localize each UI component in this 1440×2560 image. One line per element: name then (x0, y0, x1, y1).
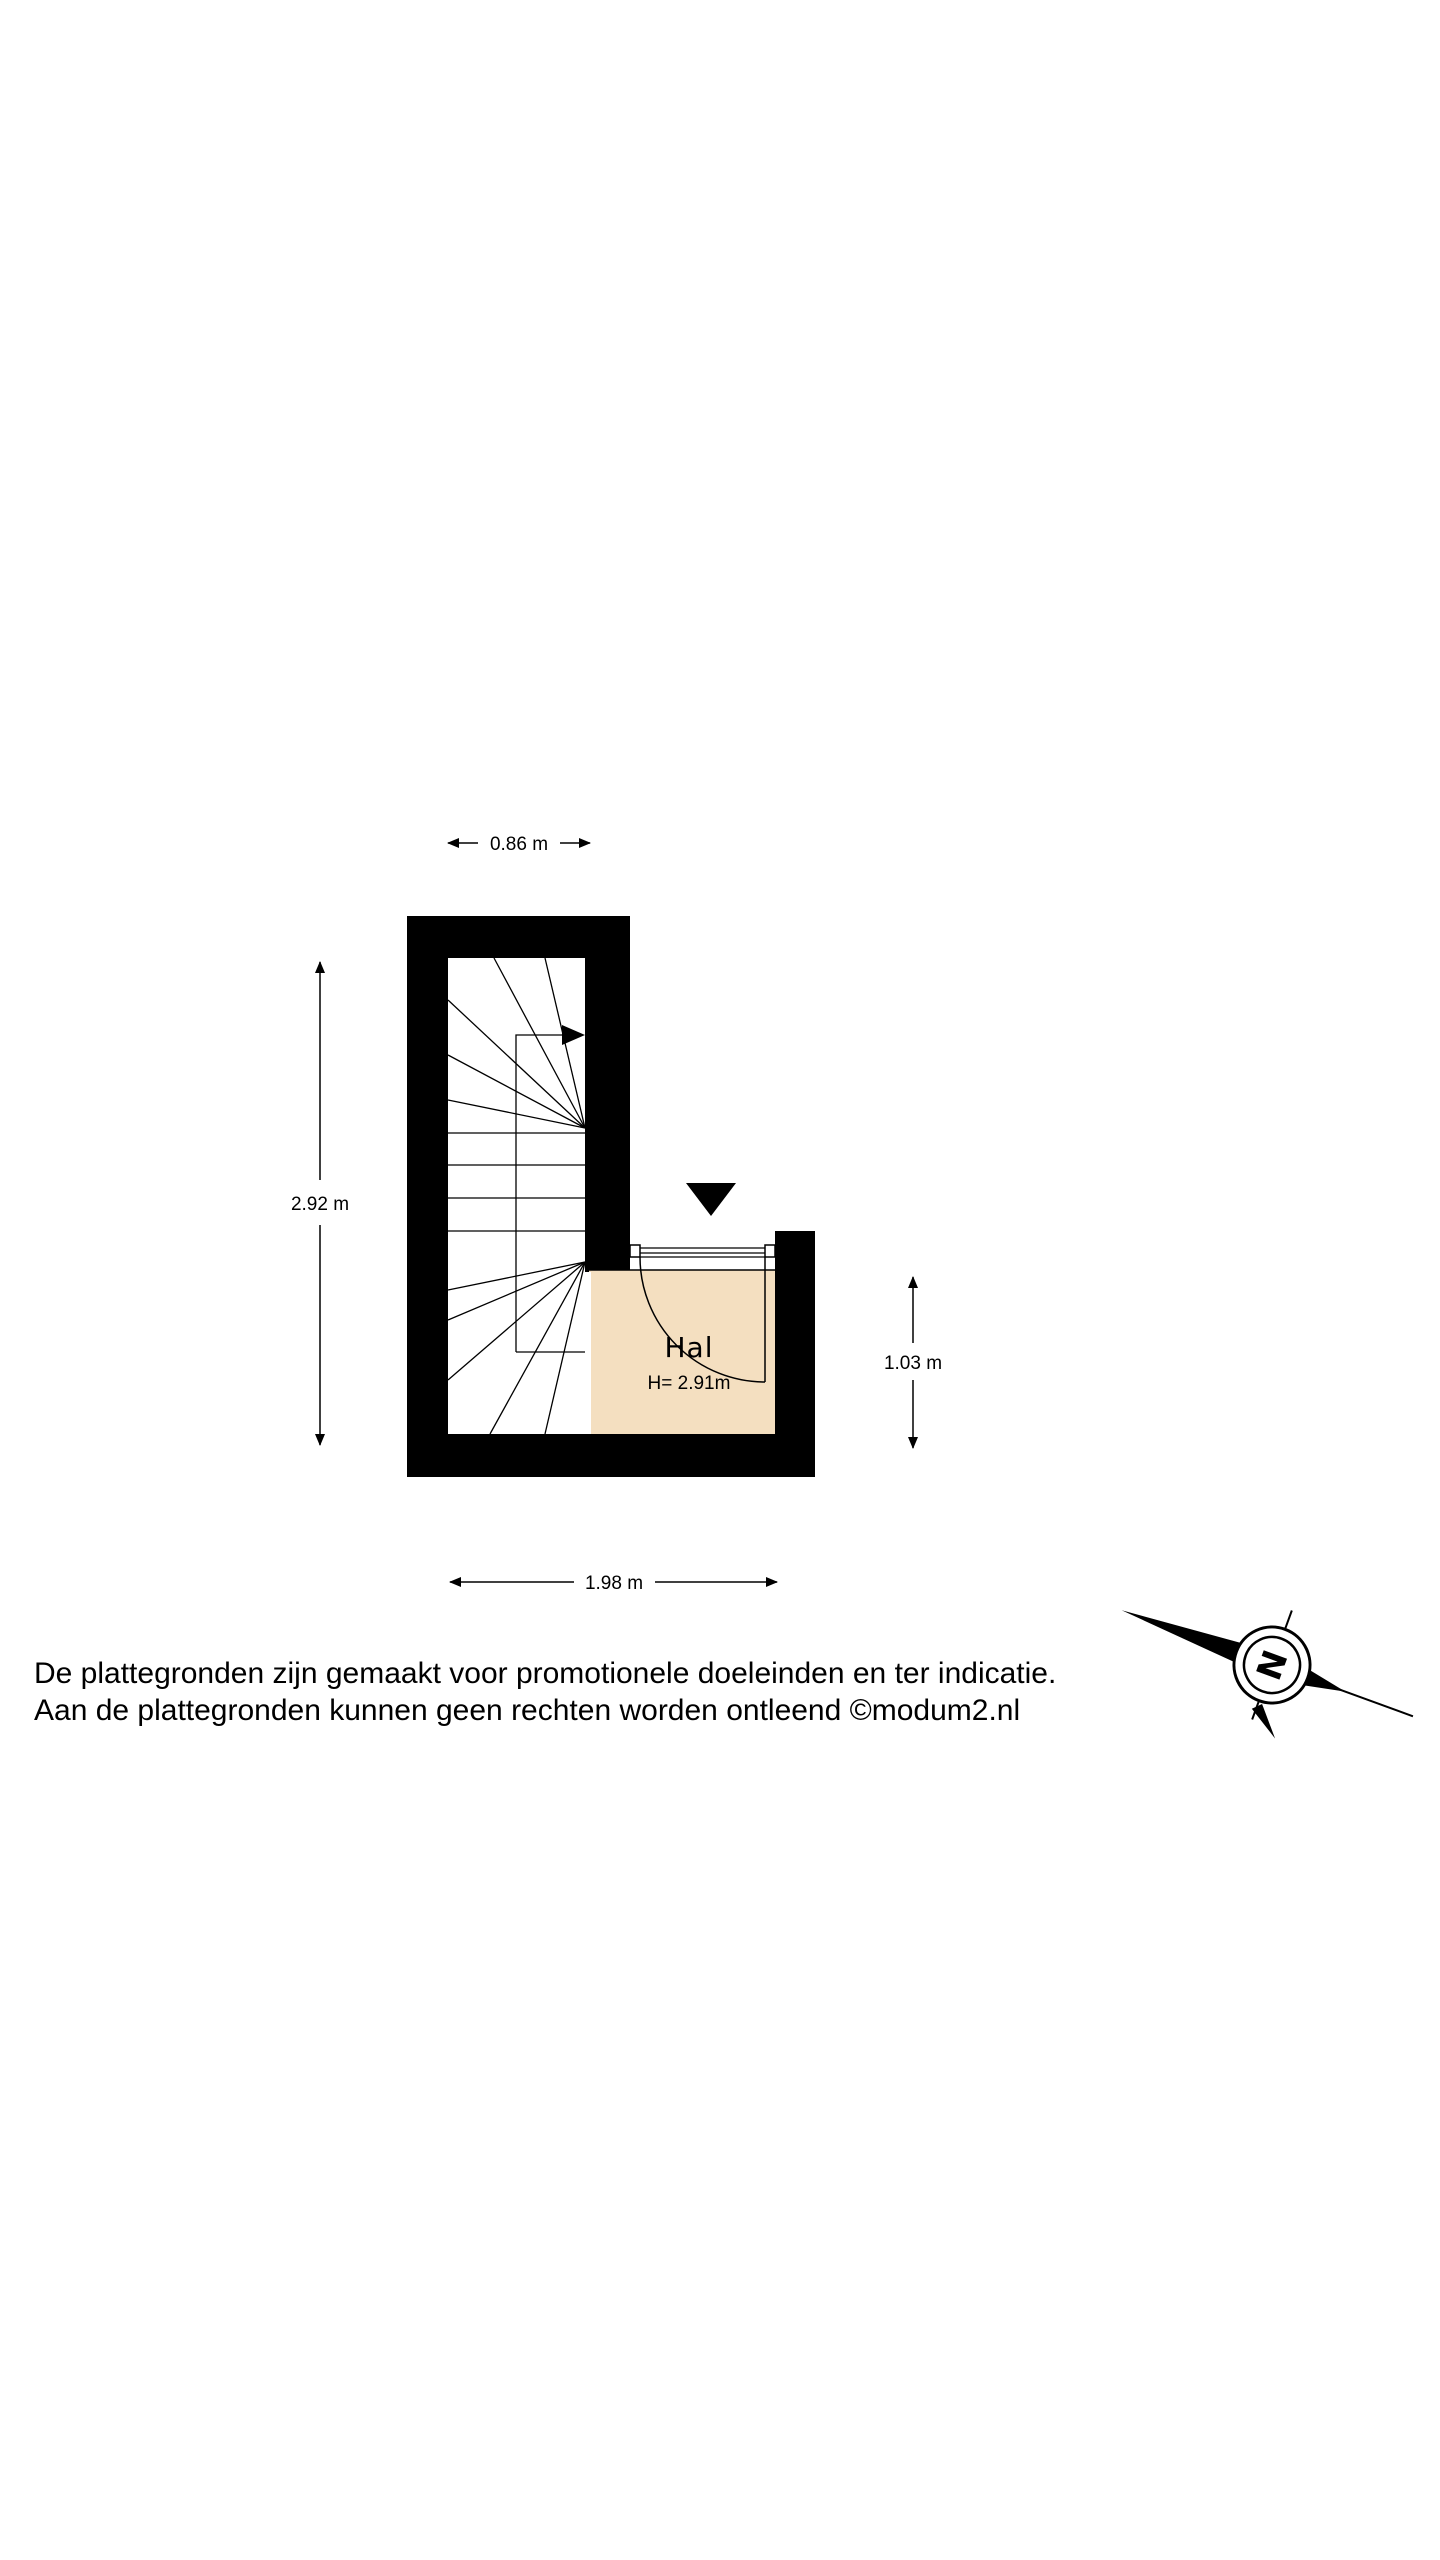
dimension-top-label: 0.86 m (489, 834, 549, 855)
disclaimer (34, 1655, 1056, 1729)
compass-needle-north (1118, 1601, 1239, 1662)
disclaimer-line-1: De plattegronden zijn gemaakt voor promotionele doeleinden en ter indicatie. (34, 1657, 1057, 1690)
room-height-hal: H= 2.91m (647, 1373, 731, 1394)
entrance-marker (686, 1183, 736, 1216)
dimension-right (884, 1277, 942, 1448)
dimension-left (291, 962, 349, 1445)
compass-needle-east (1305, 1670, 1348, 1699)
dimension-top (448, 834, 590, 855)
dimension-left-label: 2.92 m (290, 1194, 350, 1215)
compass-letter: N (1249, 1645, 1297, 1686)
compass-needle-short (1245, 1701, 1285, 1738)
compass-rose (1098, 1556, 1432, 1780)
dimension-right-label: 1.03 m (883, 1353, 943, 1374)
stair-hal-opening (583, 1272, 591, 1434)
disclaimer-line-2: Aan de plattegronden kunnen geen rechten worden ontleend ©modum2.nl (34, 1694, 1021, 1727)
dimension-bottom (450, 1573, 777, 1594)
dimension-bottom-label: 1.98 m (584, 1573, 644, 1594)
room-name-hal: Hal (664, 1331, 714, 1364)
